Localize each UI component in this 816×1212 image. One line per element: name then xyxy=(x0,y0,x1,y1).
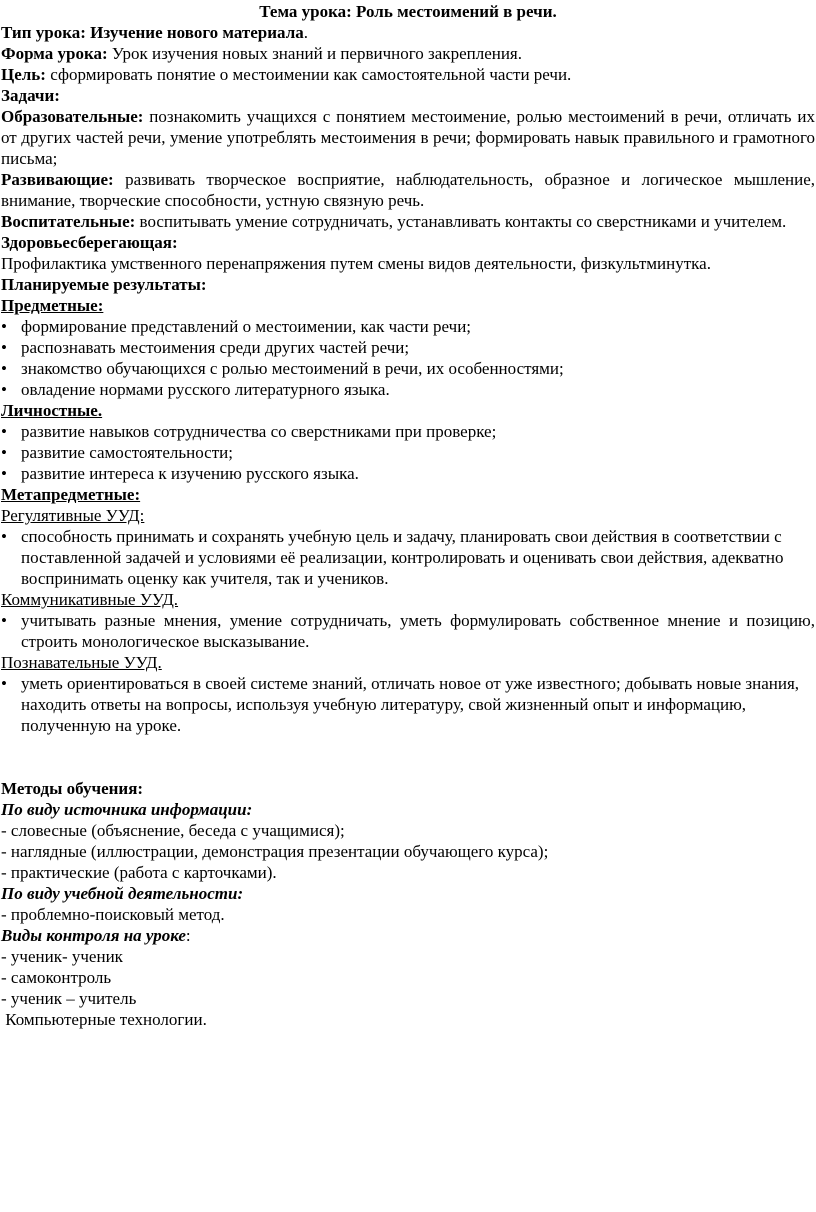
developing-label: Развивающие: xyxy=(1,170,114,189)
health-heading xyxy=(1,232,815,253)
methods-heading-text: Методы обучения: xyxy=(1,779,144,798)
lesson-form-label: Форма урока: xyxy=(1,44,108,63)
by-activity-label: По виду учебной деятельности: xyxy=(1,884,244,903)
list-item: • развитие навыков сотрудничества со сверстниками при проверке; xyxy=(1,421,815,442)
tasks-developing xyxy=(1,169,815,211)
list-item: • овладение нормами русского литературного языка. xyxy=(1,379,815,400)
list-item: - наглядные (иллюстрации, демонстрация презентации обучающего курса); xyxy=(1,842,549,861)
list-item: - практические (работа с карточками). xyxy=(1,863,277,882)
control-label: Виды контроля на уроке xyxy=(1,926,186,945)
control-colon: : xyxy=(185,926,191,945)
control-heading xyxy=(1,925,815,946)
list-item: - словесные (объяснение, беседа с учащимися); xyxy=(1,821,345,840)
subject-results-label: Предметные: xyxy=(1,296,104,315)
upbringing-label: Воспитательные: xyxy=(1,212,136,231)
methods-heading xyxy=(1,778,815,799)
lesson-goal xyxy=(1,64,815,85)
educational-text: познакомить учащихся с понятием местоимение, ролью местоимений в речи, отличать их от других частей речи, умение употреблять местоимения в речи; формировать навык правильного и грамотного письма; xyxy=(1,107,816,168)
list-item: • распознавать местоимения среди других частей речи; xyxy=(1,337,815,358)
communicative-list xyxy=(1,610,815,652)
lesson-type-value: Изучение нового материала xyxy=(90,23,304,42)
regulatory-label: Регулятивные УУД: xyxy=(1,506,145,525)
personal-results-list xyxy=(1,421,815,484)
tasks-heading-text: Задачи: xyxy=(1,86,60,105)
lesson-form xyxy=(1,43,815,64)
document-page xyxy=(0,1,815,1030)
tasks-heading xyxy=(1,85,815,106)
tasks-educational xyxy=(1,106,815,169)
list-item: - ученик – учитель xyxy=(1,989,137,1008)
list-item: - самоконтроль xyxy=(1,968,112,987)
lesson-form-value: Урок изучения новых знаний и первичного закрепления. xyxy=(111,44,523,63)
personal-results-label: Личностные. xyxy=(1,401,103,420)
by-source-label: По виду источника информации: xyxy=(1,800,253,819)
list-item: - ученик- ученик xyxy=(1,947,123,966)
computer-tech: Компьютерные технологии. xyxy=(1,1010,207,1029)
list-item: - проблемно-поисковый метод. xyxy=(1,905,225,924)
health-text: Профилактика умственного перенапряжения путем смены видов деятельности, физкультминутка. xyxy=(1,254,711,273)
goal-value: сформировать понятие о местоимении как самостоятельной части речи. xyxy=(50,65,572,84)
list-item: • развитие интереса к изучению русского языка. xyxy=(1,463,815,484)
list-item: • знакомство обучающихся с ролью местоимений в речи, их особенностями; xyxy=(1,358,815,379)
list-item: • уметь ориентироваться в своей системе знаний, отличать новое от уже известного; добывать новые знания, находить ответы на вопросы, используя учебную литературу, свой жизненный опыт и информацию, полученную на уроке. xyxy=(1,673,815,736)
tasks-upbringing xyxy=(1,211,815,232)
list-item: • формирование представлений о местоимении, как части речи; xyxy=(1,316,815,337)
health-label: Здоровьесберегающая: xyxy=(1,233,178,252)
educational-label: Образовательные: xyxy=(1,107,144,126)
cognitive-list xyxy=(1,673,815,736)
list-item: • развитие самостоятельности; xyxy=(1,442,815,463)
lesson-type-tail: . xyxy=(303,23,308,42)
subject-results-list xyxy=(1,316,815,400)
upbringing-text: воспитывать умение сотрудничать, устанавливать контакты со сверстниками и учителем. xyxy=(139,212,787,231)
lesson-type-label: Тип урока: xyxy=(1,23,86,42)
lesson-type xyxy=(1,22,815,43)
goal-label: Цель: xyxy=(1,65,46,84)
communicative-label: Коммуникативные УУД. xyxy=(1,590,179,609)
list-item: • способность принимать и сохранять учебную цель и задачу, планировать свои действия в соответствии с поставленной задачей и условиями её реализации, контролировать и оценивать свои действия, адекватно воспринимать оценку как учителя, так и учеников. xyxy=(1,526,815,589)
meta-results-label: Метапредметные: xyxy=(1,485,141,504)
developing-text: развивать творческое восприятие, наблюдательность, образное и логическое мышление, внимание, творческие способности, устную связную речь. xyxy=(1,170,816,210)
list-item: • учитывать разные мнения, умение сотрудничать, уметь формулировать собственное мнение и позицию, строить монологическое высказывание. xyxy=(1,610,815,652)
spacer xyxy=(1,736,815,778)
cognitive-label: Познавательные УУД. xyxy=(1,653,162,672)
results-heading xyxy=(1,274,815,295)
page-title: Тема урока: Роль местоимений в речи. xyxy=(259,2,557,21)
regulatory-list xyxy=(1,526,815,589)
results-heading-text: Планируемые результаты: xyxy=(1,275,207,294)
